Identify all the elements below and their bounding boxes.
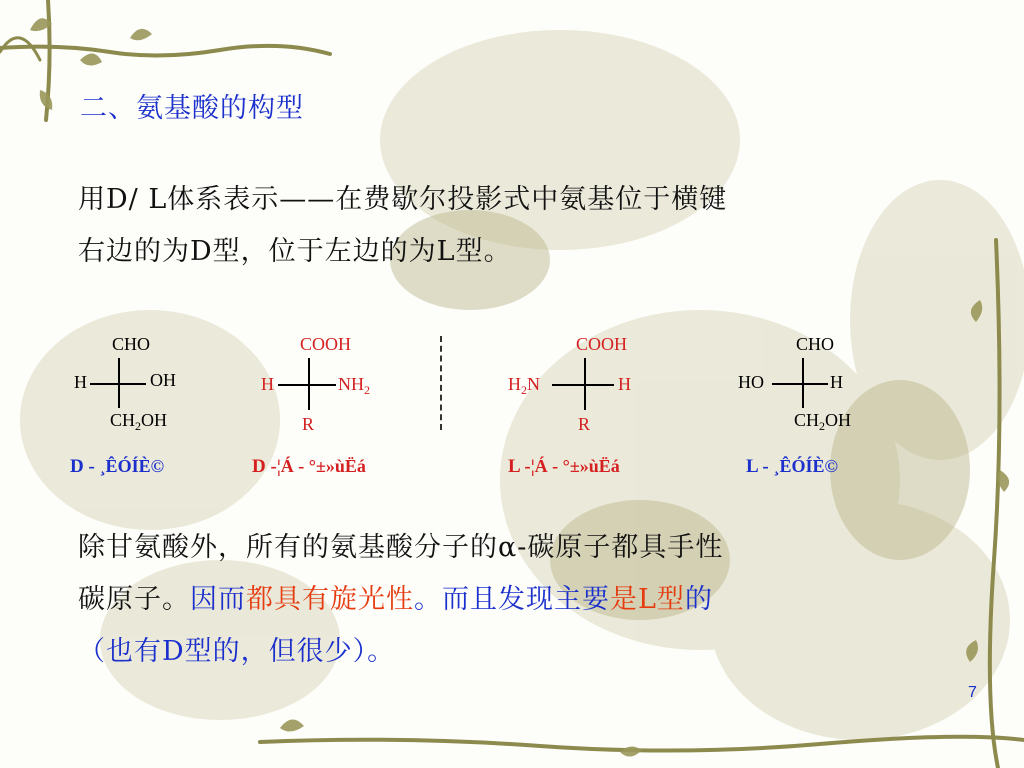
fischer-projection-l-glyceraldehyde	[738, 334, 878, 444]
mol4-left: HO	[738, 372, 764, 392]
mol3-horizontal-bond	[552, 384, 614, 386]
mol2-horizontal-bond	[278, 384, 336, 386]
mol1-bottom: $CH_2OH$	[110, 410, 168, 433]
mol1-left: H	[74, 372, 87, 392]
mol3-right: H	[618, 374, 631, 394]
mol2-left: H	[261, 374, 274, 394]
mol4-caption: L - ¸ÊÓÍÈ©	[746, 456, 838, 477]
mol3-left: $H_2N$	[508, 374, 540, 397]
mol2-vertical-bond	[308, 358, 310, 410]
mol2-top: COOH	[300, 334, 352, 354]
fischer-projection-d-amino-acid	[258, 334, 408, 444]
fischer-projection-d-glyceraldehyde	[70, 334, 210, 444]
chirality-line-3: （也有D型的，但很少）。	[78, 636, 396, 667]
mol4-top: CHO	[796, 334, 835, 354]
mol1-right: OH	[150, 370, 176, 390]
mol3-vertical-bond	[584, 358, 586, 410]
chirality-line-1: 除甘氨酸外，所有的氨基酸分子的α-碳原子都具手性	[78, 532, 724, 563]
mol2-bottom: R	[302, 414, 315, 434]
page-number: 7	[968, 684, 977, 701]
slide-title: 二、氨基酸的构型	[80, 93, 304, 124]
intro-paragraph	[78, 174, 727, 278]
mol4-bottom: $CH_2OH$	[794, 410, 852, 433]
mol3-bottom: R	[578, 414, 591, 434]
mol1-caption: D - ¸ÊÓÍÈ©	[70, 456, 165, 477]
mol3-top: COOH	[576, 334, 628, 354]
intro-line-1: 用D/ L体系表示——在费歇尔投影式中氨基位于横键	[78, 184, 728, 215]
chirality-line-2: 碳原子。因而都具有旋光性。而且发现主要是L型的	[78, 584, 713, 615]
mol4-vertical-bond	[802, 358, 804, 408]
mol3-caption: L -¦Á - °±»ùËá	[508, 456, 620, 477]
mol1-top: CHO	[112, 334, 151, 354]
mol4-horizontal-bond	[772, 383, 828, 385]
mol1-vertical-bond	[118, 358, 120, 408]
fischer-projection-l-amino-acid	[508, 334, 658, 444]
mol2-right: $NH_2$	[338, 374, 370, 397]
mol2-caption: D -¦Á - °±»ùËá	[252, 456, 366, 477]
mol4-right: H	[830, 372, 843, 392]
chirality-paragraph	[78, 522, 723, 678]
dashed-divider	[440, 336, 442, 430]
intro-line-2: 右边的为D型，位于左边的为L型。	[78, 236, 512, 267]
